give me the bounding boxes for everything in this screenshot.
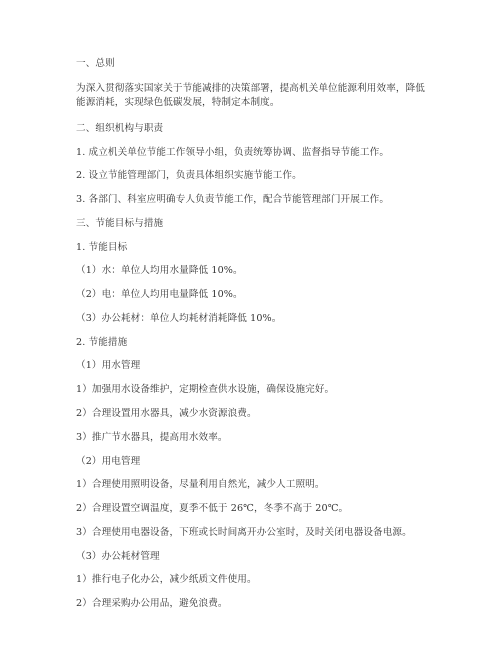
electricity-item-1: 1）合理使用照明设备，尽量利用自然光，减少人工照明。 xyxy=(76,479,325,490)
water-item-3: 3）推广节水器具，提高用水效率。 xyxy=(76,432,228,443)
water-management-heading: （1）用水管理 xyxy=(76,360,141,371)
targets-heading: 1. 节能目标 xyxy=(76,242,128,253)
measures-heading: 2. 节能措施 xyxy=(76,337,128,348)
organization-item-1: 1. 成立机关单位节能工作领导小组，负责统筹协调、监督指导节能工作。 xyxy=(76,147,390,158)
water-item-2: 2）合理设置用水器具，减少水资源浪费。 xyxy=(76,408,257,419)
supplies-item-1: 1）推行电子化办公，减少纸质文件使用。 xyxy=(76,574,257,585)
water-item-1: 1）加强用水设备维护，定期检查供水设施，确保设施完好。 xyxy=(76,384,335,395)
target-item-supplies: （3）办公耗材：单位人均耗材消耗降低 10%。 xyxy=(76,313,282,324)
organization-item-2: 2. 设立节能管理部门，负责具体组织实施节能工作。 xyxy=(76,170,302,181)
electricity-item-2: 2）合理设置空调温度，夏季不低于 26℃，冬季不高于 20℃。 xyxy=(76,503,349,514)
supplies-item-2: 2）合理采购办公用品，避免浪费。 xyxy=(76,598,228,609)
section-heading-targets-measures: 三、节能目标与措施 xyxy=(76,218,164,229)
electricity-item-3: 3）合理使用电器设备，下班或长时间离开办公室时，及时关闭电器设备电源。 xyxy=(76,527,412,538)
organization-item-3: 3. 各部门、科室应明确专人负责节能工作，配合节能管理部门开展工作。 xyxy=(76,194,390,205)
general-paragraph-line-2: 能源消耗，实现绿色低碳发展，特制定本制度。 xyxy=(76,97,280,108)
section-heading-general: 一、总则 xyxy=(76,58,115,69)
electricity-management-heading: （2）用电管理 xyxy=(76,456,141,467)
target-item-electricity: （2）电：单位人均用电量降低 10%。 xyxy=(76,289,243,300)
supplies-management-heading: （3）办公耗材管理 xyxy=(76,551,160,562)
general-paragraph-line-1: 为深入贯彻落实国家关于节能减排的决策部署，提高机关单位能源利用效率，降低 xyxy=(76,83,425,94)
target-item-water: （1）水：单位人均用水量降低 10%。 xyxy=(76,265,243,276)
section-heading-organization: 二、组织机构与职责 xyxy=(76,123,164,134)
